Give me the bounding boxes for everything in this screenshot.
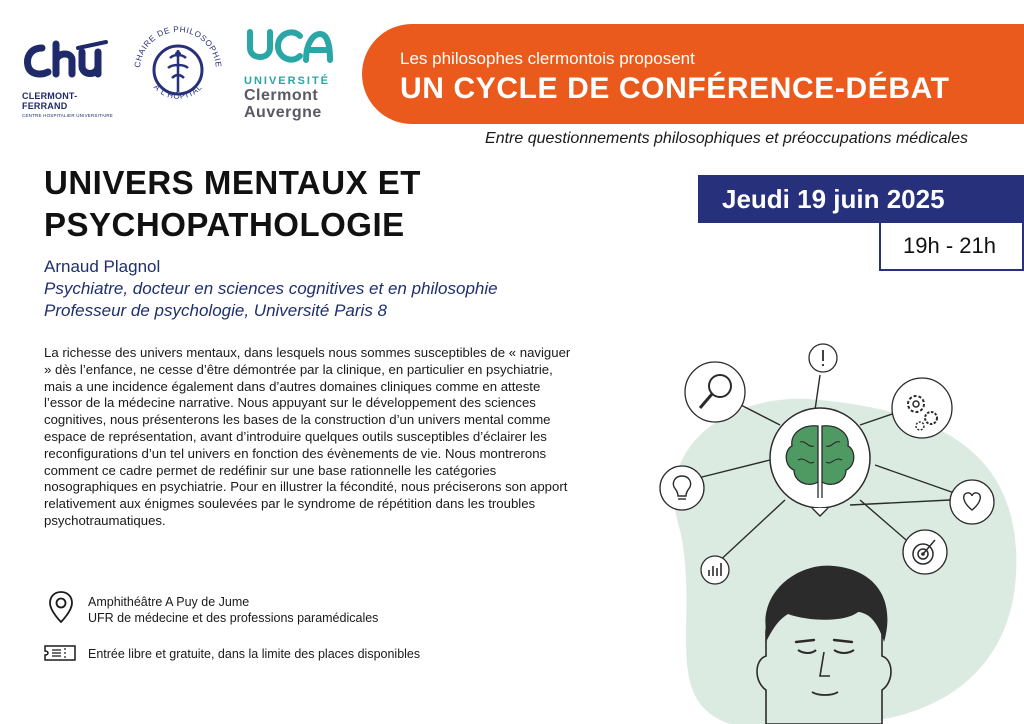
location-info (44, 590, 464, 630)
mind-illustration (620, 330, 1024, 724)
brain-circle (770, 408, 870, 508)
chaire-top-text: CHAIRE DE PHILOSOPHIE (132, 24, 224, 69)
chu-mark-icon (22, 40, 114, 80)
chaire-seal-icon (126, 18, 230, 122)
chu-subtitle: CENTRE HOSPITALIER UNIVERSITAIRE (22, 113, 113, 118)
event-date: Jeudi 19 juin 2025 (722, 184, 945, 214)
header-banner (362, 24, 1024, 124)
uca-line1: UNIVERSITÉ (244, 75, 331, 87)
gears-icon (892, 378, 952, 438)
uca-line3: Auvergne (244, 104, 322, 121)
uca-mark-icon (244, 26, 334, 66)
time-box (879, 223, 1024, 271)
speaker-block (44, 256, 498, 322)
chu-name: CLERMONT-FERRAND (22, 91, 78, 111)
lightbulb-icon (660, 466, 704, 510)
location-line-1: Amphithéâtre A Puy de Jume (88, 595, 250, 609)
banner-subtitle: Les philosophes clermontois proposent (400, 49, 695, 68)
title-line-1: UNIVERS MENTAUX ET (44, 164, 421, 201)
event-time: 19h - 21h (903, 233, 996, 258)
entry-info (44, 644, 524, 664)
exclamation-icon (809, 344, 837, 372)
date-box (698, 175, 1024, 223)
ticket-icon (44, 644, 76, 662)
banner-title: UN CYCLE DE CONFÉRENCE-DÉBAT (400, 72, 950, 105)
search-icon (685, 362, 745, 422)
location-line-2: UFR de médecine et des professions paramédicales (88, 611, 379, 625)
entry-text: Entrée libre et gratuite, dans la limite des places disponibles (88, 647, 421, 661)
target-icon (903, 530, 947, 574)
abstract-text: La richesse des univers mentaux, dans lesquels nous sommes susceptibles de « naviguer » dès l’enfance, ne cesse d’être démontrée par la clinique, en particulier en psychiatrie, mais a une incidence également dans d’autres domaines cliniques comme en atteste l’essor de la médecine narrative. Nous appuyant sur le développement des sciences cognitives, nous présenterons les bases de la construction d’un univers mental comme espace de représentation, avant d’introduire quelques outils susceptibles d’éclairer les reconfigurations d’un tel univers en fonction des évènements de vie. Nous montrerons comment ce cadre permet de redéfinir sur une base rationnelle les catégories nosographiques en psychiatrie. Pour en illustrer la fécondité, nous préciserons son apport relativement aux énigmes soulevées par le syndrome de répétition dans les troubles psychotraumatiques. (44, 345, 571, 528)
speaker-role-2: Professeur de psychologie, Université Paris 8 (44, 301, 387, 320)
uca-line2: Clermont (244, 87, 319, 104)
speaker-name: Arnaud Plagnol (44, 257, 161, 276)
conference-title (44, 162, 464, 246)
chu-logo (22, 40, 114, 120)
uca-logo (244, 26, 344, 126)
title-line-2: PSYCHOPATHOLOGIE (44, 206, 405, 243)
speaker-role-1: Psychiatre, docteur en sciences cognitives et en philosophie (44, 279, 498, 298)
map-pin-icon (48, 590, 74, 624)
tagline: Entre questionnements philosophiques et préoccupations médicales (485, 130, 968, 147)
chaire-bottom-text: À L'HÔPITAL (151, 82, 205, 101)
bar-chart-icon (701, 556, 729, 584)
chaire-philosophie-logo (126, 18, 230, 122)
heart-icon (950, 480, 994, 524)
